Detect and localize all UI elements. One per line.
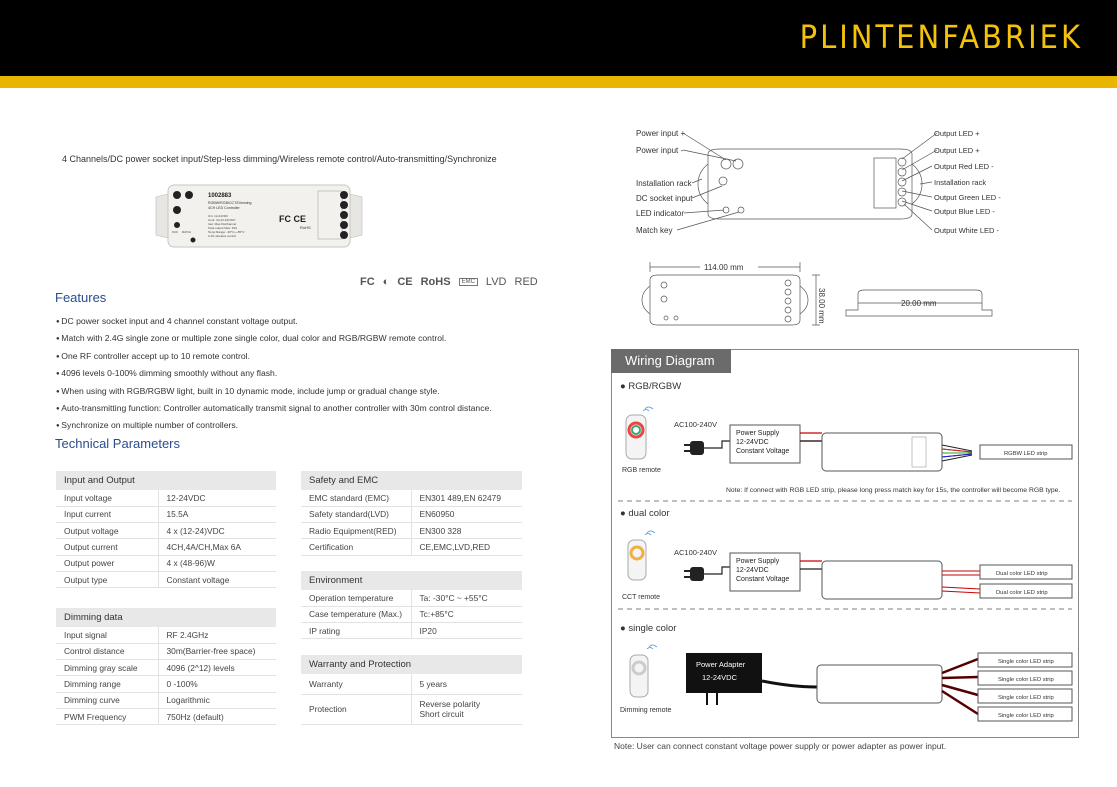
strip-label: Single color LED strip (998, 677, 1054, 683)
table-row: Output current 4CH,4A/CH,Max 6A (56, 539, 276, 555)
table-row: IP rating IP20 (301, 623, 522, 639)
wiring-diagram (612, 375, 1078, 737)
product-image (148, 183, 370, 249)
table-row: Safety standard(LVD) EN60950 (301, 506, 522, 522)
rohs-logo: RoHS (420, 276, 451, 288)
list-item: ● When using with RGB/RGBW light, built in 10 dynamic mode, include jump or gradual change style. (56, 383, 492, 400)
list-item: ● DC power socket input and 4 channel constant voltage output. (56, 313, 492, 330)
label-match-key: Match key (636, 226, 673, 235)
adapter-label: 12-24VDC (702, 673, 738, 682)
cert-row (360, 276, 538, 288)
dimming-remote-label: Dimming remote (620, 707, 672, 714)
product-spec: Uin: 12-24VDC (208, 214, 229, 218)
features-title: Features (55, 290, 107, 305)
emc-logo: EMC (459, 278, 478, 286)
dim-width: 114.00 mm (704, 263, 744, 272)
cct-remote-label: CCT remote (622, 594, 660, 601)
controller-box (822, 433, 942, 471)
dimension-drawing (636, 258, 1006, 333)
rgb-remote-icon (626, 407, 653, 459)
table-row: Warranty 5 years (301, 674, 522, 694)
label-power-input-minus: Power input - (636, 146, 684, 155)
label-installation-rack: Installation rack (934, 178, 987, 187)
label-output-blue: Output Blue LED - (934, 207, 995, 216)
table-row: Case temperature (Max.) Tc:+85°C (301, 606, 522, 622)
dual-ac-label: AC100-240V (674, 548, 717, 557)
red-label: RED (514, 276, 538, 288)
rgb-remote-label: RGB remote (622, 467, 661, 474)
product-spec: 2.4G wireless control (208, 234, 237, 238)
list-item: ● Auto-transmitting function: Controller automatically transmit signal to another controller with 30m control distance. (56, 400, 492, 417)
table-row: Protection Reverse polarity Short circuit (301, 694, 522, 724)
product-line1: RGBW/RGB/CCT/Dimming (208, 201, 252, 205)
table-row: Input voltage 12-24VDC (56, 490, 276, 506)
cert-circle-icon: ◐ (382, 276, 390, 288)
label-output-led-plus: Output LED + (934, 146, 980, 155)
strip-label: Dual color LED strip (996, 571, 1048, 577)
plug-icon (684, 567, 704, 581)
ps-label: 12-24VDC (736, 439, 769, 446)
fcc-logo: FC (360, 276, 375, 288)
cct-remote-icon (628, 531, 655, 580)
label-led-indicator: LED indicator (636, 209, 685, 218)
ps-label: Power Supply (736, 558, 780, 565)
table-row: Output voltage 4 x (12-24)VDC (56, 523, 276, 539)
environment-table (301, 571, 522, 639)
table-header: Environment (301, 571, 522, 590)
table-header: Warranty and Protection (301, 655, 522, 674)
label-dc-socket: DC socket input (636, 194, 693, 203)
dimming-table (56, 608, 276, 725)
table-header: Dimming data (56, 608, 276, 627)
label-output-green: Output Green LED - (934, 193, 1001, 202)
table-row: Certification CE,EMC,LVD,RED (301, 539, 522, 555)
product-model: 1002883 (208, 193, 232, 199)
table-row: Dimming gray scale 4096 (2^12) levels (56, 660, 276, 676)
table-row: Radio Equipment(RED) EN300 328 (301, 523, 522, 539)
dimming-remote-icon (630, 645, 657, 697)
product-rohs: RoHS (300, 225, 311, 230)
table-row: Input current 15.5A (56, 506, 276, 522)
strip-label: Single color LED strip (998, 659, 1054, 665)
ce-logo: CE (397, 276, 413, 288)
rgb-ac-label: AC100-240V (674, 420, 717, 429)
table-row: PWM Frequency 750Hz (default) (56, 708, 276, 724)
list-item: ● 4096 levels 0-100% dimming smoothly without any flash. (56, 365, 492, 382)
product-cert: FC CE (279, 214, 306, 224)
table-row: Output type Constant voltage (56, 571, 276, 587)
wiring-title: Wiring Diagram (611, 349, 731, 373)
dim-height: 38.00 mm (817, 288, 826, 324)
label-output-led-plus: Output LED + (934, 129, 980, 138)
controller-box (817, 665, 942, 703)
ps-label: Constant Voltage (736, 576, 790, 583)
controller-box (822, 561, 942, 599)
table-row: EMC standard (EMC) EN301 489,EN 62479 (301, 490, 522, 506)
warranty-table (301, 655, 522, 725)
table-header: Input and Output (56, 471, 276, 490)
rgb-heading: ● RGB/RGBW (620, 381, 682, 392)
product-spec: Temp Range: -30°C~+55°C (208, 230, 245, 234)
technical-title: Technical Parameters (55, 436, 180, 451)
intro-text: 4 Channels/DC power socket input/Step-less dimming/Wireless remote control/Auto-transmitting/Synchronize (62, 154, 497, 164)
header-stripe (0, 76, 1117, 88)
pinout-diagram (630, 124, 1005, 244)
product-line2: 4CH LED Controller (208, 206, 240, 210)
label-installation-rack: Installation rack (636, 179, 692, 188)
ps-label: Power Supply (736, 430, 780, 437)
table-row: Control distance 30m(Barrier-free space) (56, 643, 276, 659)
run-label: RUN (172, 231, 178, 234)
table-row: Operation temperature Ta: -30°C ~ +55°C (301, 590, 522, 606)
lvd-label: LVD (485, 276, 507, 288)
strip-label: Dual color LED strip (996, 590, 1048, 596)
product-spec: Uout: 4×(12-24)VDC (208, 218, 236, 222)
table-row: Dimming curve Logarithmic (56, 692, 276, 708)
table-row: Input signal RF 2.4GHz (56, 627, 276, 643)
product-spec: Total output Max: 15A (208, 226, 238, 230)
brand-logo: PLINTENFABRIEK (799, 18, 1083, 56)
single-heading: ● single color (620, 623, 677, 634)
table-header: Safety and EMC (301, 471, 522, 490)
dual-heading: ● dual color (620, 508, 670, 519)
strip-label: Single color LED strip (998, 713, 1054, 719)
strip-label: RGBW LED strip (1004, 451, 1048, 457)
strip-label: Single color LED strip (998, 695, 1054, 701)
plug-icon (684, 441, 704, 455)
label-output-red: Output Red LED - (934, 162, 994, 171)
rgb-note: Note: If connect with RGB LED strip, please long press match key for 15s, the controller will become RGB type. (726, 487, 1061, 494)
safety-table (301, 471, 522, 556)
table-row: Output power 4 x (48-96)W (56, 555, 276, 571)
label-output-white: Output White LED - (934, 226, 1000, 235)
table-row: Dimming range 0 -100% (56, 676, 276, 692)
list-item: ● One RF controller accept up to 10 remote control. (56, 348, 492, 365)
adapter-label: Power Adapter (696, 660, 746, 669)
product-spec: Iout: Max.6A/channel (208, 222, 237, 226)
features-list (56, 313, 492, 435)
io-table (56, 471, 276, 588)
footnote: Note: User can connect constant voltage power supply or power adapter as power input. (614, 741, 947, 751)
dim-depth: 20.00 mm (901, 299, 937, 308)
match-label: MATCH (182, 231, 192, 234)
header-bar (0, 0, 1117, 76)
list-item: ● Synchronize on multiple number of controllers. (56, 417, 492, 434)
ps-label: Constant Voltage (736, 448, 790, 455)
ps-label: 12-24VDC (736, 567, 769, 574)
list-item: ● Match with 2.4G single zone or multiple zone single color, dual color and RGB/RGBW remote control. (56, 330, 492, 347)
label-power-input-plus: Power input + (636, 129, 686, 138)
